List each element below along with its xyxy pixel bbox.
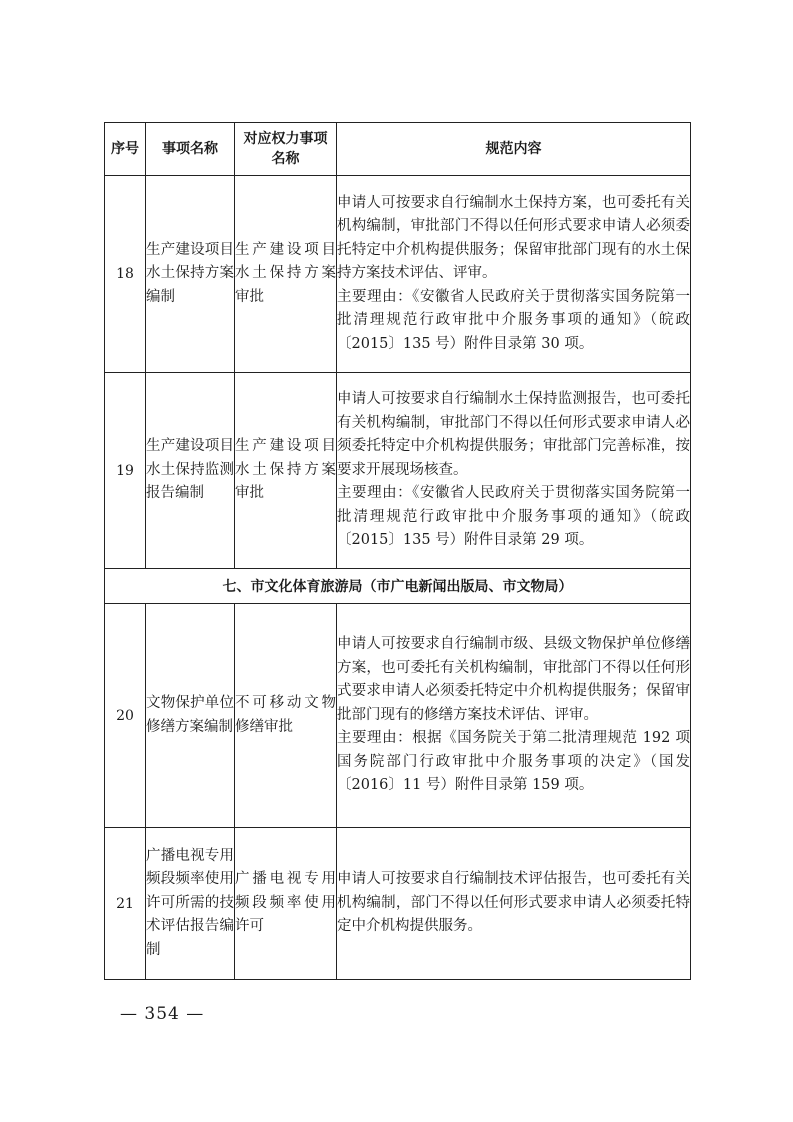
row-content	[337, 373, 691, 569]
row-power-name: 广播电视专用频段频率使用许可	[235, 828, 337, 980]
row-item-name: 广播电视专用频段频率使用许可所需的技术评估报告编制	[146, 828, 235, 980]
row-content-text: 申请人可按要求自行编制技术评估报告，也可委托有关机构编制，部门不得以任何形式要求申请人必须委托特定中介机构提供服务。	[337, 871, 690, 935]
row-reason-text: 主要理由：《安徽省人民政府关于贯彻落实国务院第一批清理规范行政审批中介服务事项的通知》（皖政〔2015〕135 号）附件目录第 29 项。	[337, 485, 690, 549]
table-row	[105, 604, 691, 828]
page-number: — 354 —	[120, 1004, 205, 1024]
header-item-name: 事项名称	[146, 123, 235, 176]
row-content	[337, 604, 691, 828]
row-item-name: 文物保护单位修缮方案编制	[146, 604, 235, 828]
header-index: 序号	[105, 123, 146, 176]
table-row	[105, 828, 691, 980]
row-content	[337, 176, 691, 373]
row-index: 18	[105, 176, 146, 373]
row-item-name: 生产建设项目水土保持监测报告编制	[146, 373, 235, 569]
row-index: 19	[105, 373, 146, 569]
row-content-text: 申请人可按要求自行编制水土保持监测报告，也可委托有关机构编制，审批部门不得以任何形式要求申请人必须委托特定中介机构提供服务；审批部门完善标准，按要求开展现场核查。	[337, 391, 690, 478]
table-row	[105, 373, 691, 569]
row-item-name: 生产建设项目水土保持方案编制	[146, 176, 235, 373]
row-power-name: 不可移动文物修缮审批	[235, 604, 337, 828]
header-content: 规范内容	[337, 123, 691, 176]
header-power-name-text: 对应权力事项名称	[243, 131, 328, 167]
row-power-name: 生产建设项目水土保持方案审批	[235, 176, 337, 373]
row-content	[337, 828, 691, 980]
row-index: 20	[105, 604, 146, 828]
row-content-text: 申请人可按要求自行编制水土保持方案，也可委托有关机构编制，审批部门不得以任何形式要求申请人必须委托特定中介机构提供服务；保留审批部门现有的水土保持方案技术评估、评审。	[337, 194, 690, 282]
regulation-table	[104, 122, 691, 980]
table-header-row	[105, 123, 691, 176]
row-reason-text: 主要理由：根据《国务院关于第二批清理规范 192 项国务院部门行政审批中介服务事项的决定》（国发〔2016〕11 号）附件目录第 159 项。	[337, 730, 690, 794]
table-row	[105, 176, 691, 373]
row-content-text: 申请人可按要求自行编制市级、县级文物保护单位修缮方案，也可委托有关机构编制，审批部门不得以任何形式要求申请人必须委托特定中介机构提供服务；保留审批部门现有的修缮方案技术评估、评审。	[337, 636, 690, 723]
section-title: 七、市文化体育旅游局（市广电新闻出版局、市文物局）	[105, 569, 691, 604]
row-power-name: 生产建设项目水土保持方案审批	[235, 373, 337, 569]
row-index: 21	[105, 828, 146, 980]
section-header-row	[105, 569, 691, 604]
row-reason-text: 主要理由：《安徽省人民政府关于贯彻落实国务院第一批清理规范行政审批中介服务事项的通知》（皖政〔2015〕135 号）附件目录第 30 项。	[337, 288, 690, 352]
header-power-name	[235, 123, 337, 176]
